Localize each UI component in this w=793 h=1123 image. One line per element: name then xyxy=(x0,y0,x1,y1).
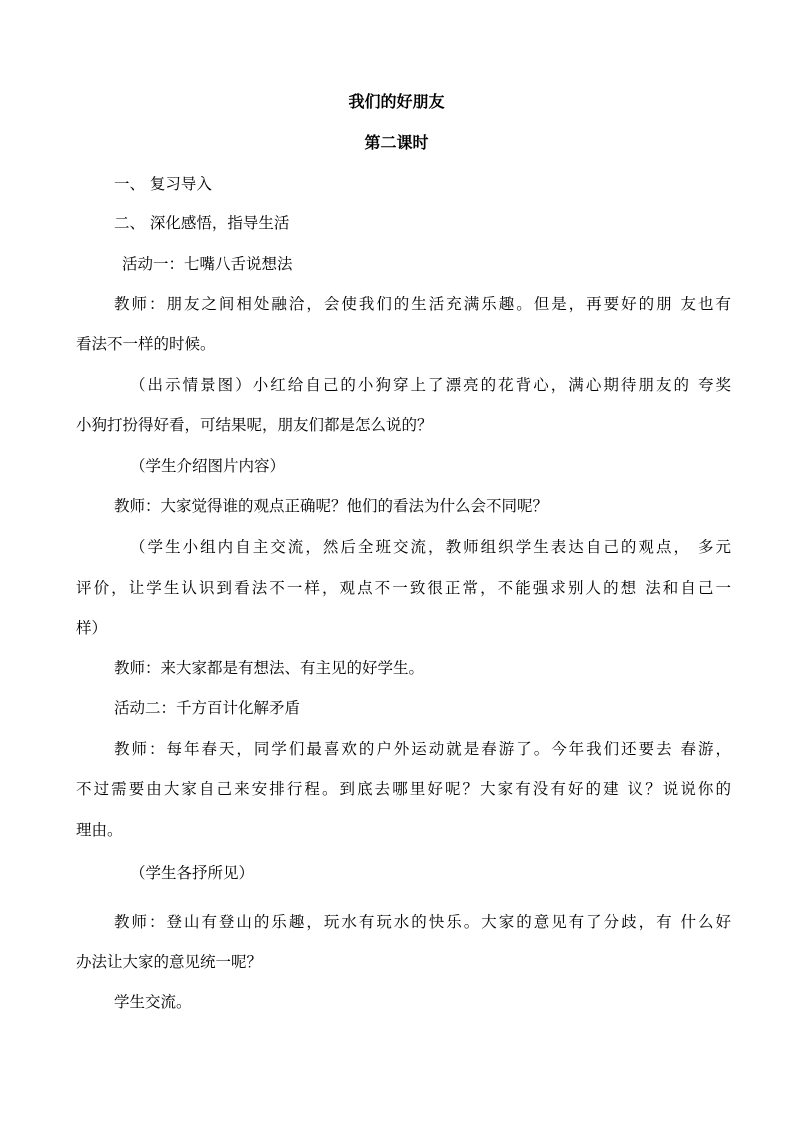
paragraph-line: 小狗打扮得好看，可结果呢，朋友们都是怎么说的？ xyxy=(76,416,433,434)
paragraph-line: （学生各抒所见） xyxy=(130,864,255,882)
paragraph-line: 学生交流。 xyxy=(114,993,192,1011)
section-heading-review: 一、 复习导入 xyxy=(114,175,212,193)
paragraph-line: 评价，让学生认识到看法不一样，观点不一致很正常，不能强求别人的想 法和自己一 xyxy=(76,579,731,597)
paragraph-line: 看法不一样的时候。 xyxy=(76,335,216,353)
document-subtitle: 第二课时 xyxy=(364,133,429,152)
section-heading-deepen: 二、 深化感悟，指导生活 xyxy=(114,214,290,232)
activity-two-heading: 活动二：千方百计化解矛盾 xyxy=(114,699,301,717)
paragraph-line: （出示情景图）小红给自己的小狗穿上了漂亮的花背心，满心期待朋友的 夸奖 xyxy=(130,376,731,394)
paragraph-line: 教师：朋友之间相处融洽，会使我们的生活充满乐趣。但是，再要好的朋 友也有 xyxy=(114,295,731,313)
document-title: 我们的好朋友 xyxy=(348,92,445,111)
paragraph-line: 教师：大家觉得谁的观点正确呢？他们的看法为什么会不同呢？ xyxy=(114,497,549,515)
paragraph-line: 样） xyxy=(76,619,108,637)
paragraph-line: 教师：登山有登山的乐趣，玩水有玩水的快乐。大家的意见有了分歧，有 什么好 xyxy=(114,913,731,931)
paragraph-line: 不过需要由大家自己来安排行程。到底去哪里好呢？大家有没有好的建 议？说说你的 xyxy=(76,780,731,798)
activity-one-heading: 活动一：七嘴八舌说想法 xyxy=(122,255,293,273)
paragraph-line: 理由。 xyxy=(76,821,123,839)
paragraph-line: （学生介绍图片内容） xyxy=(130,457,286,475)
paragraph-line: 教师：来大家都是有想法、有主见的好学生。 xyxy=(114,659,425,677)
paragraph-line: 教师：每年春天，同学们最喜欢的户外运动就是春游了。今年我们还要去 春游， xyxy=(114,740,731,758)
paragraph-line: （学生小组内自主交流，然后全班交流，教师组织学生表达自己的观点， 多元 xyxy=(130,538,731,556)
paragraph-line: 办法让大家的意见统一呢？ xyxy=(76,953,263,971)
